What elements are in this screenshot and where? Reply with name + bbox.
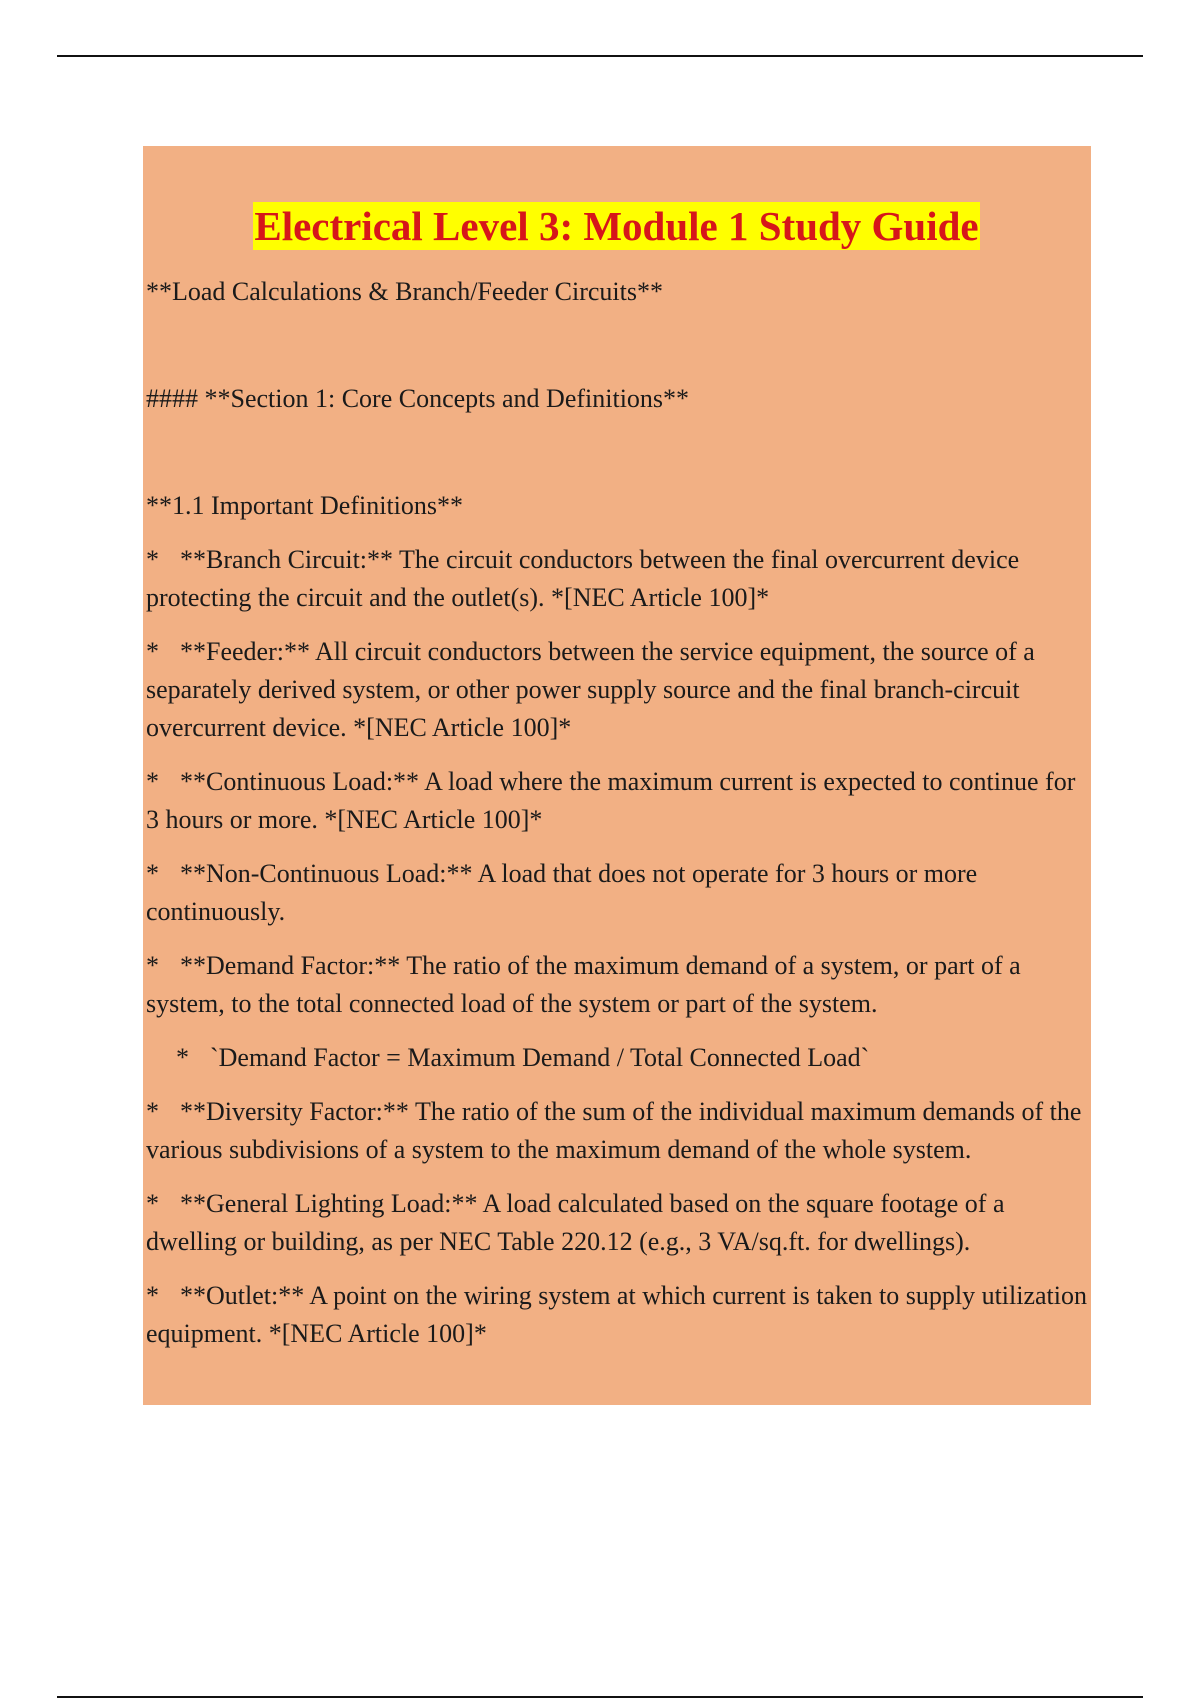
bullet-marker: * — [176, 1043, 189, 1072]
study-guide-panel — [143, 146, 1091, 1405]
demand-factor-formula — [146, 1039, 1087, 1077]
definition-text: **Feeder:** All circuit conductors between the service equipment, the source of a separately derived system, or other power supply source and the final branch-circuit overcurrent device. *[NEC Article 100]* — [146, 637, 1035, 742]
definition-text: **Diversity Factor:** The ratio of the sum of the individual maximum demands of the various subdivisions of a system to the maximum demand of the whole system. — [146, 1097, 1082, 1164]
definition-general-lighting-load — [146, 1185, 1087, 1261]
bullet-marker: * — [146, 545, 159, 574]
header-rule — [57, 55, 1143, 57]
definition-text: **Continuous Load:** A load where the maximum current is expected to continue for 3 hours or more. *[NEC Article 100]* — [146, 767, 1076, 834]
definition-feeder — [146, 633, 1087, 747]
definition-outlet — [146, 1277, 1087, 1353]
formula-text: `Demand Factor = Maximum Demand / Total Connected Load` — [210, 1043, 870, 1072]
definition-text: **Branch Circuit:** The circuit conductors between the final overcurrent device protecting the circuit and the outlet(s). *[NEC Article 100]* — [146, 545, 1020, 612]
definition-text: **Demand Factor:** The ratio of the maximum demand of a system, or part of a system, to the total connected load of the system or part of the system. — [146, 951, 1021, 1018]
definition-demand-factor — [146, 947, 1087, 1023]
bullet-marker: * — [146, 1097, 159, 1126]
definition-continuous-load — [146, 763, 1087, 839]
definition-text: **Outlet:** A point on the wiring system at which current is taken to supply utilization equipment. *[NEC Article 100]* — [146, 1281, 1087, 1348]
footer-rule — [57, 1696, 1143, 1698]
bullet-marker: * — [146, 767, 159, 796]
bullet-marker: * — [146, 1281, 159, 1310]
definition-text: **Non-Continuous Load:** A load that does not operate for 3 hours or more continuously. — [146, 859, 978, 926]
definition-non-continuous-load — [146, 855, 1087, 931]
bullet-marker: * — [146, 859, 159, 888]
title-wrapper — [146, 202, 1087, 257]
section-heading: #### **Section 1: Core Concepts and Definitions** — [146, 384, 690, 413]
bullet-marker: * — [146, 1189, 159, 1218]
bullet-marker: * — [146, 951, 159, 980]
definition-branch-circuit — [146, 541, 1087, 617]
definition-text: **General Lighting Load:** A load calculated based on the square footage of a dwelling or building, as per NEC Table 220.12 (e.g., 3 VA/sq.ft. for dwellings). — [146, 1189, 1005, 1256]
bullet-marker: * — [146, 637, 159, 666]
document-subtitle: **Load Calculations & Branch/Feeder Circuits** — [146, 277, 663, 306]
document-title: Electrical Level 3: Module 1 Study Guide — [254, 203, 979, 249]
definition-diversity-factor — [146, 1093, 1087, 1169]
subsection-heading: **1.1 Important Definitions** — [146, 491, 464, 520]
